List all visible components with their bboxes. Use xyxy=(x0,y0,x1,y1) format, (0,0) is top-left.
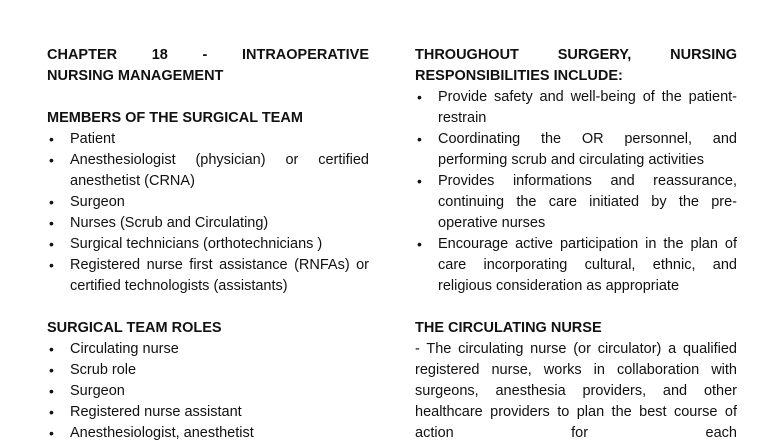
chapter-title-line-2: NURSING MANAGEMENT xyxy=(47,68,224,84)
responsibilities-heading-line-1: THROUGHOUT SURGERY, NURSING xyxy=(415,47,737,63)
circulating-nurse-paragraph: - The circulating nurse (or circulator) a qualified registered nurse, works in collaboration with surgeons, anesthesia providers, and other healthcare providers to plan the best course of action for each xyxy=(415,341,737,441)
list-item: • Registered nurse first assistance (RNFAs) or certified technologists (assistants) xyxy=(47,255,369,297)
list-item: • Surgical technicians (orthotechnicians ) xyxy=(47,234,369,255)
circulating-nurse-heading: THE CIRCULATING NURSE xyxy=(415,320,602,336)
list-item: • Provide safety and well-being of the patient- restrain xyxy=(415,87,737,129)
chapter-title-line-1: CHAPTER 18 - INTRAOPERATIVE xyxy=(47,47,369,63)
list-item: • Anesthesiologist (physician) or certified anesthetist (CRNA) xyxy=(47,150,369,192)
list-item: • Surgeon xyxy=(47,192,369,213)
list-item: • Nurses (Scrub and Circulating) xyxy=(47,213,369,234)
list-item: • Surgeon xyxy=(47,381,369,402)
left-column xyxy=(47,45,369,444)
list-item: • Provides informations and reassurance, continuing the care initiated by the pre-operative nurses xyxy=(415,171,737,234)
members-heading: MEMBERS OF THE SURGICAL TEAM xyxy=(47,110,303,126)
responsibilities-list xyxy=(415,87,737,297)
right-column xyxy=(415,45,737,444)
list-item: • Circulating nurse xyxy=(47,339,369,360)
list-item: • Anesthesiologist, anesthetist xyxy=(47,423,369,444)
list-item: • Coordinating the OR personnel, and performing scrub and circulating activities xyxy=(415,129,737,171)
members-list xyxy=(47,129,369,297)
roles-heading: SURGICAL TEAM ROLES xyxy=(47,320,222,336)
list-item: • Scrub role xyxy=(47,360,369,381)
list-item: • Registered nurse assistant xyxy=(47,402,369,423)
list-item: • Patient xyxy=(47,129,369,150)
responsibilities-heading-line-2: RESPONSIBILITIES INCLUDE: xyxy=(415,68,623,84)
list-item: • Encourage active participation in the plan of care incorporating cultural, ethnic, and religious consideration as appropriate xyxy=(415,234,737,297)
roles-list xyxy=(47,339,369,444)
